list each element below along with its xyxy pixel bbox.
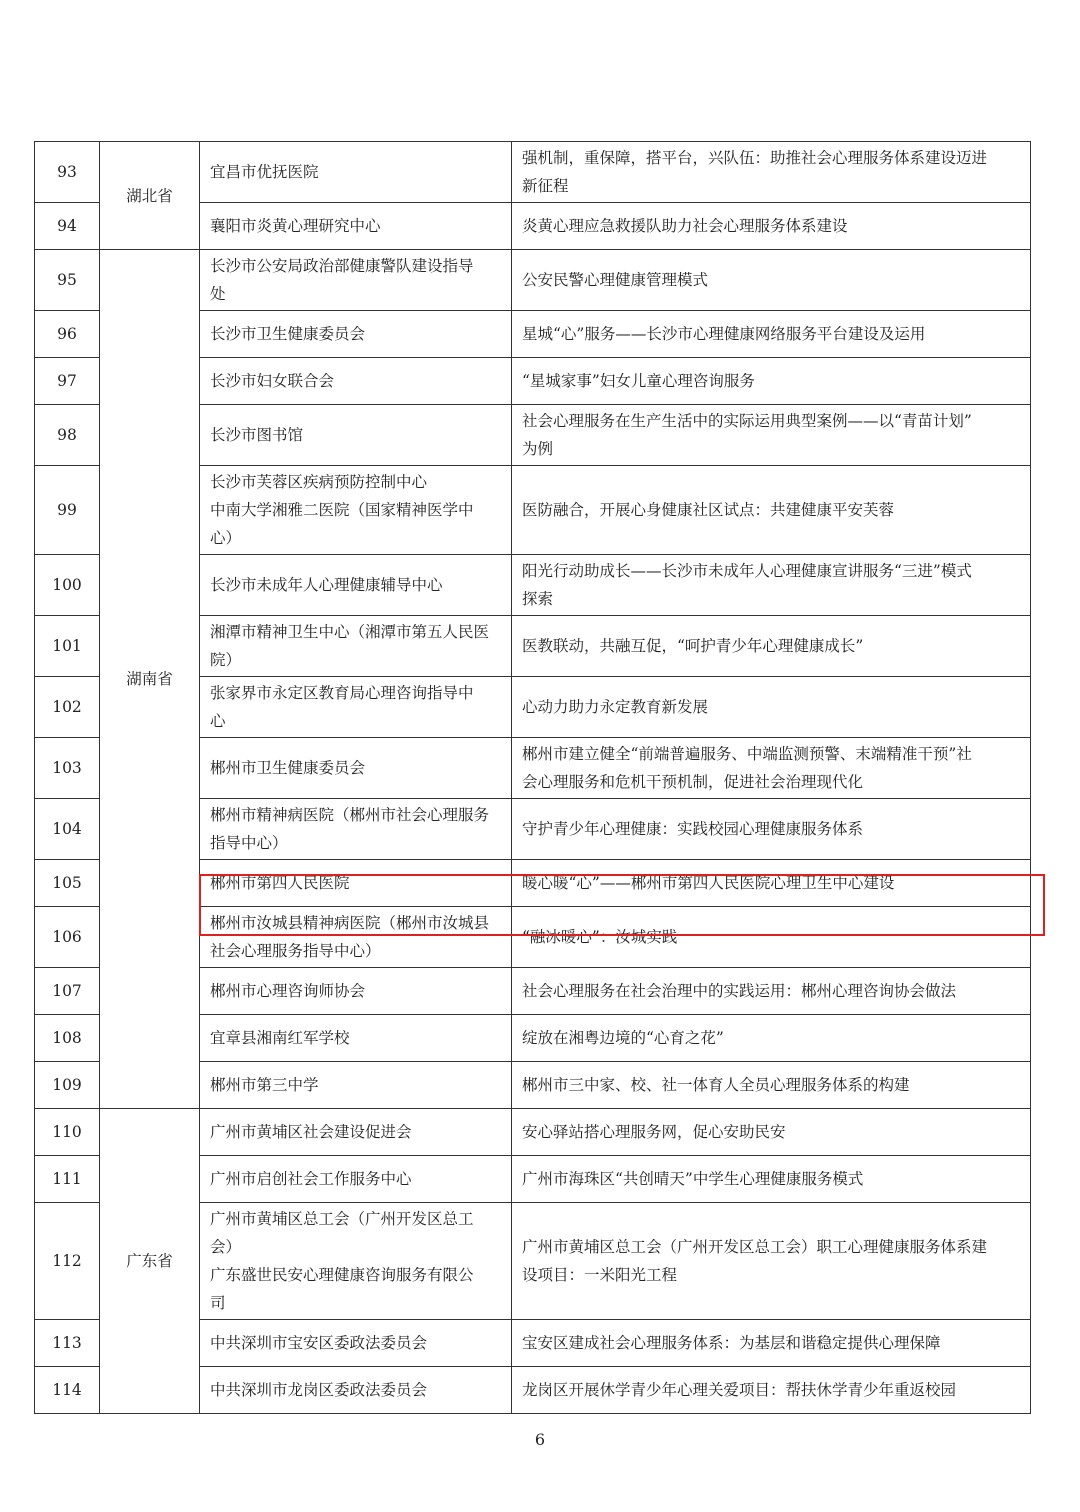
row-number: 107 — [35, 968, 100, 1015]
table-row — [35, 250, 1031, 311]
organization-line: 广东盛世民安心理健康咨询服务有限公 — [210, 1266, 474, 1284]
case-title-cell — [512, 1156, 1031, 1203]
organization-cell — [200, 1062, 512, 1109]
case-title-cell — [512, 799, 1031, 860]
organization-cell — [200, 1156, 512, 1203]
organization-line: 郴州市心理咨询师协会 — [210, 982, 366, 1000]
case-title-cell — [512, 968, 1031, 1015]
case-title-cell — [512, 466, 1031, 555]
organization-cell — [200, 250, 512, 311]
case-title-cell — [512, 311, 1031, 358]
province-cell: 广东省 — [100, 1109, 200, 1414]
row-number: 100 — [35, 555, 100, 616]
row-number: 108 — [35, 1015, 100, 1062]
table-row — [35, 1109, 1031, 1156]
organization-line: 司 — [210, 1294, 226, 1312]
row-number: 109 — [35, 1062, 100, 1109]
case-title-line: “星城家事”妇女儿童心理咨询服务 — [522, 372, 755, 390]
case-title-line: 心动力助力永定教育新发展 — [522, 698, 709, 716]
organization-line: 长沙市图书馆 — [210, 426, 304, 444]
organization-line: 中共深圳市宝安区委政法委员会 — [210, 1334, 428, 1352]
case-title-line: 安心驿站搭心理服务网，促心安助民安 — [522, 1123, 786, 1141]
case-title-line: 设项目：一米阳光工程 — [522, 1266, 678, 1284]
case-title-line: 守护青少年心理健康：实践校园心理健康服务体系 — [522, 820, 864, 838]
row-number: 105 — [35, 860, 100, 907]
organization-line: 长沙市未成年人心理健康辅导中心 — [210, 576, 443, 594]
organization-line: 社会心理服务指导中心） — [210, 942, 381, 960]
organization-line: 长沙市卫生健康委员会 — [210, 325, 366, 343]
organization-line: 中共深圳市龙岗区委政法委员会 — [210, 1381, 428, 1399]
organization-cell — [200, 1367, 512, 1414]
organization-line: 长沙市芙蓉区疾病预防控制中心 — [210, 473, 428, 491]
organization-line: 广州市启创社会工作服务中心 — [210, 1170, 412, 1188]
organization-line: 长沙市妇女联合会 — [210, 372, 335, 390]
case-title-line: 宝安区建成社会心理服务体系：为基层和谐稳定提供心理保障 — [522, 1334, 941, 1352]
row-number: 93 — [35, 142, 100, 203]
organization-cell — [200, 738, 512, 799]
row-number: 99 — [35, 466, 100, 555]
organization-line: 郴州市精神病医院（郴州市社会心理服务 — [210, 806, 490, 824]
row-number: 110 — [35, 1109, 100, 1156]
organization-line: 宜章县湘南红军学校 — [210, 1029, 350, 1047]
case-title-line: 强机制，重保障，搭平台，兴队伍：助推社会心理服务体系建设迈进 — [522, 149, 988, 167]
row-number: 95 — [35, 250, 100, 311]
case-title-cell — [512, 616, 1031, 677]
case-title-line: 新征程 — [522, 177, 569, 195]
organization-line: 指导中心） — [210, 834, 288, 852]
row-number: 94 — [35, 203, 100, 250]
case-title-line: 会心理服务和危机干预机制，促进社会治理现代化 — [522, 773, 864, 791]
case-title-line: 阳光行动助成长——长沙市未成年人心理健康宣讲服务“三进”模式 — [522, 562, 972, 580]
case-title-line: 郴州市建立健全“前端普遍服务、中端监测预警、末端精准干预”社 — [522, 745, 972, 763]
organization-line: 宜昌市优抚医院 — [210, 163, 319, 181]
organization-line: 襄阳市炎黄心理研究中心 — [210, 217, 381, 235]
page-number: 6 — [534, 1430, 546, 1449]
organization-line: 郴州市汝城县精神病医院（郴州市汝城县 — [210, 914, 490, 932]
row-number: 111 — [35, 1156, 100, 1203]
table-row — [35, 142, 1031, 203]
case-title-cell — [512, 358, 1031, 405]
province-cell: 湖北省 — [100, 142, 200, 250]
organization-line: 广州市黄埔区总工会（广州开发区总工 — [210, 1210, 474, 1228]
organization-cell — [200, 1015, 512, 1062]
case-title-line: 炎黄心理应急救援队助力社会心理服务体系建设 — [522, 217, 848, 235]
organization-line: 广州市黄埔区社会建设促进会 — [210, 1123, 412, 1141]
case-title-cell — [512, 860, 1031, 907]
row-number: 112 — [35, 1203, 100, 1320]
case-title-cell — [512, 203, 1031, 250]
case-title-cell — [512, 142, 1031, 203]
row-number: 106 — [35, 907, 100, 968]
case-title-cell — [512, 1015, 1031, 1062]
case-title-cell — [512, 1109, 1031, 1156]
case-title-line: 公安民警心理健康管理模式 — [522, 271, 709, 289]
row-number: 97 — [35, 358, 100, 405]
organization-cell — [200, 968, 512, 1015]
organization-cell — [200, 1320, 512, 1367]
case-list-table — [34, 141, 1031, 1414]
organization-line: 中南大学湘雅二医院（国家精神医学中 — [210, 501, 474, 519]
organization-line: 会） — [210, 1238, 242, 1256]
organization-cell — [200, 799, 512, 860]
case-title-line: 社会心理服务在生产生活中的实际运用典型案例——以“青苗计划” — [522, 412, 972, 430]
organization-cell — [200, 907, 512, 968]
case-title-cell — [512, 1367, 1031, 1414]
case-title-line: 探索 — [522, 590, 554, 608]
organization-cell — [200, 142, 512, 203]
organization-cell — [200, 358, 512, 405]
case-title-line: 郴州市三中家、校、社一体育人全员心理服务体系的构建 — [522, 1076, 910, 1094]
case-title-cell — [512, 250, 1031, 311]
case-title-line: 医防融合，开展心身健康社区试点：共建健康平安芙蓉 — [522, 501, 895, 519]
organization-line: 郴州市第四人民医院 — [210, 874, 350, 892]
organization-line: 湘潭市精神卫生中心（湘潭市第五人民医 — [210, 623, 490, 641]
case-title-cell — [512, 405, 1031, 466]
case-title-line: 为例 — [522, 440, 554, 458]
row-number: 104 — [35, 799, 100, 860]
organization-line: 长沙市公安局政治部健康警队建设指导 — [210, 257, 474, 275]
case-title-line: 广州市黄埔区总工会（广州开发区总工会）职工心理健康服务体系建 — [522, 1238, 988, 1256]
organization-line: 处 — [210, 285, 226, 303]
case-title-line: 广州市海珠区“共创晴天”中学生心理健康服务模式 — [522, 1170, 864, 1188]
row-number: 102 — [35, 677, 100, 738]
row-number: 101 — [35, 616, 100, 677]
organization-line: 郴州市卫生健康委员会 — [210, 759, 366, 777]
organization-cell — [200, 860, 512, 907]
row-number: 96 — [35, 311, 100, 358]
case-title-line: 绽放在湘粤边境的“心育之花” — [522, 1029, 724, 1047]
organization-line: 张家界市永定区教育局心理咨询指导中 — [210, 684, 474, 702]
row-number: 113 — [35, 1320, 100, 1367]
case-title-cell — [512, 1203, 1031, 1320]
case-title-line: 社会心理服务在社会治理中的实践运用：郴州心理咨询协会做法 — [522, 982, 957, 1000]
organization-cell — [200, 555, 512, 616]
organization-line: 心） — [210, 529, 242, 547]
case-title-line: 星城“心”服务——长沙市心理健康网络服务平台建设及运用 — [522, 325, 926, 343]
organization-cell — [200, 1203, 512, 1320]
organization-line: 院） — [210, 651, 242, 669]
case-title-cell — [512, 1062, 1031, 1109]
case-title-line: 暖心暖“心”——郴州市第四人民医院心理卫生中心建设 — [522, 874, 895, 892]
organization-cell — [200, 311, 512, 358]
case-title-line: 医教联动，共融互促，“呵护青少年心理健康成长” — [522, 637, 864, 655]
organization-cell — [200, 203, 512, 250]
case-title-cell — [512, 555, 1031, 616]
row-number: 98 — [35, 405, 100, 466]
organization-cell — [200, 677, 512, 738]
row-number: 114 — [35, 1367, 100, 1414]
case-title-cell — [512, 1320, 1031, 1367]
case-title-line: 龙岗区开展休学青少年心理关爱项目：帮扶休学青少年重返校园 — [522, 1381, 957, 1399]
organization-cell — [200, 405, 512, 466]
case-title-line: “融冰暖心”：汝城实践 — [522, 928, 678, 946]
province-cell: 湖南省 — [100, 250, 200, 1109]
case-title-cell — [512, 738, 1031, 799]
organization-cell — [200, 1109, 512, 1156]
organization-cell — [200, 466, 512, 555]
organization-cell — [200, 616, 512, 677]
table-body — [35, 142, 1031, 1414]
organization-line: 心 — [210, 712, 226, 730]
organization-line: 郴州市第三中学 — [210, 1076, 319, 1094]
row-number: 103 — [35, 738, 100, 799]
case-title-cell — [512, 677, 1031, 738]
case-title-cell — [512, 907, 1031, 968]
